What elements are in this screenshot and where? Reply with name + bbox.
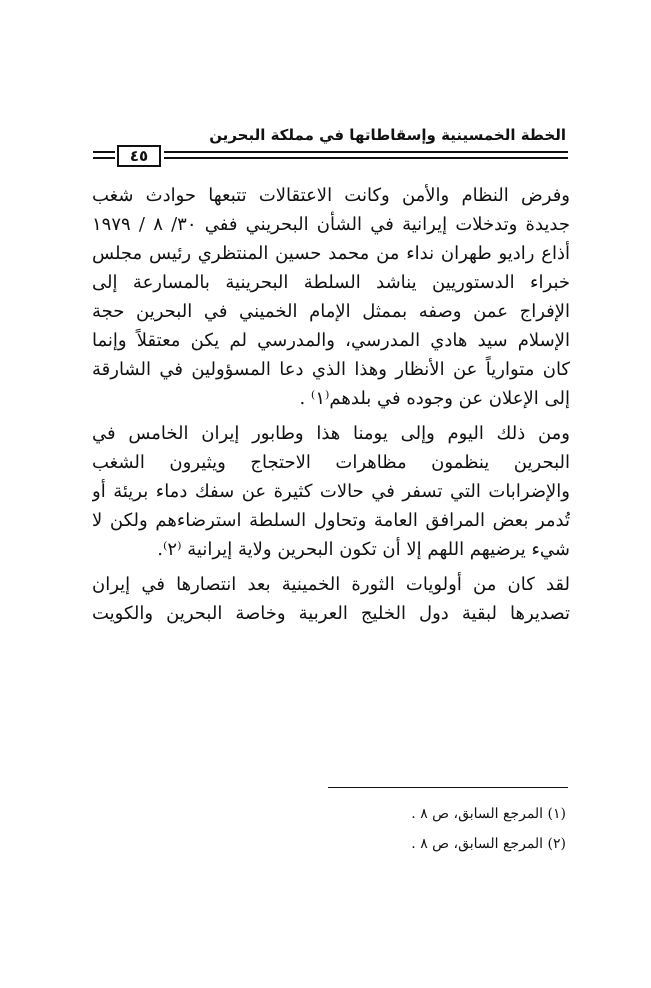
text-line: كان متوارياً عن الأنظار وهذا الذي دعا المسؤولين في الشارقة — [92, 359, 570, 380]
footnote: (٢) المرجع السابق، ص ٨ . — [411, 836, 566, 852]
text-line: جديدة وتدخلات إيرانية في الشأن البحريني ففي ٣٠/ ٨ / ١٩٧٩ — [92, 214, 570, 235]
body-text — [92, 181, 570, 628]
text-line: أذاع راديو طهران نداء من محمد حسين المنتظري رئيس مجلس — [92, 243, 570, 264]
text-line: لقد كان من أولويات الثورة الخمينية بعد انتصارها في إيران — [92, 574, 570, 595]
footnote-separator — [328, 787, 568, 788]
page-number: ٤٥ — [117, 145, 161, 167]
text-line: شيء يرضيهم اللهم إلا أن تكون البحرين ولاية إيرانية ⁽٢⁾. — [157, 539, 570, 560]
text-line: البحرين ينظمون مظاهرات الاحتجاج ويثيرون الشغب — [92, 452, 570, 473]
text-line: خبراء الدستوريين يناشد السلطة البحرينية بالمسارعة إلى — [92, 272, 570, 293]
text-line: تصديرها لبقية دول الخليج العربية وخاصة البحرين والكويت — [92, 603, 570, 624]
text-line: إلى الإعلان عن وجوده في بلدهم⁽١⁾ . — [299, 388, 570, 409]
footnote: (١) المرجع السابق، ص ٨ . — [411, 806, 566, 822]
footnotes — [411, 799, 566, 859]
text-line: الإسلام سيد هادي المدرسي، والمدرسي لم يكن معتقلاً وإنما — [92, 330, 570, 351]
running-header: الخطة الخمسينية وإسقاطاتها في مملكة البحرين — [209, 126, 566, 144]
text-line: وفرض النظام والأمن وكانت الاعتقالات تتبعها حوادث شغب — [92, 185, 570, 206]
text-line: ومن ذلك اليوم وإلى يومنا هذا وطابور إيران الخامس في — [92, 423, 570, 444]
text-line: الإفراج عمن وصفه بممثل الإمام الخميني في البحرين حجة — [92, 301, 570, 322]
text-line: تُدمر بعض المرافق العامة وتحاول السلطة استرضاءهم ولكن لا — [92, 510, 570, 531]
text-line: والإضرابات التي تسفر في حالات كثيرة عن سفك دماء بريئة أو — [92, 481, 570, 502]
